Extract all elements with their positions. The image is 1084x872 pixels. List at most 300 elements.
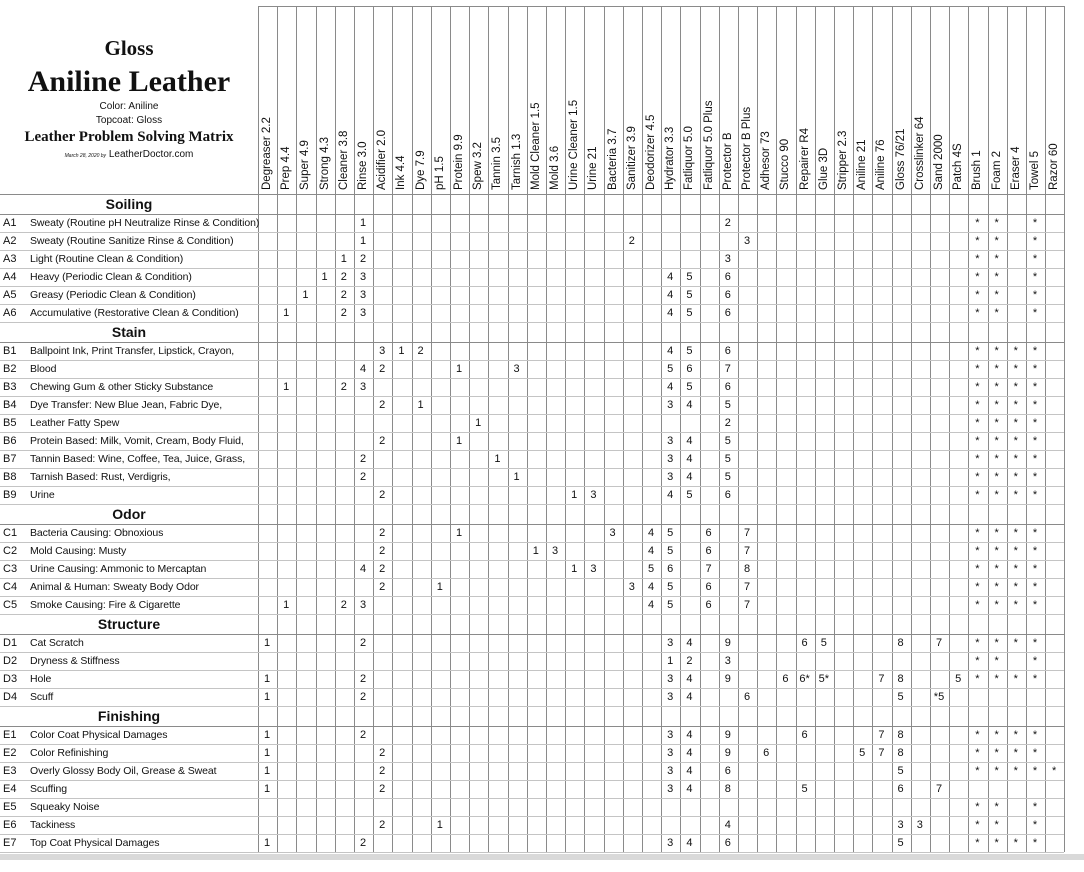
matrix-cell: 8 [897, 673, 904, 685]
section-title: Soiling [105, 196, 153, 212]
matrix-cell: 4 [359, 363, 367, 375]
row-divider [0, 798, 1064, 799]
matrix-cell: * [975, 235, 980, 247]
section-divider [0, 524, 1064, 525]
matrix-cell: 4 [667, 289, 674, 301]
column-header: Urine Cleaner 1.5 [568, 99, 581, 190]
row-label: Color Refinishing [30, 747, 109, 759]
matrix-cell: * [994, 765, 999, 777]
column-header: Towel 5 [1029, 151, 1041, 190]
matrix-cell: 2 [359, 471, 367, 483]
site-link[interactable]: LeatherDoctor.com [108, 149, 194, 160]
row-id: B4 [3, 399, 17, 411]
matrix-cell: * [1013, 489, 1018, 501]
matrix-cell: * [1013, 527, 1018, 539]
matrix-cell: 6 [724, 381, 731, 393]
column-header: Tannin 3.5 [491, 136, 504, 190]
matrix-cell: * [994, 729, 999, 741]
matrix-cell: 1 [571, 563, 578, 575]
matrix-cell: 5 [724, 471, 731, 483]
matrix-cell: 1 [359, 235, 367, 247]
column-header: Tarnish 1.3 [510, 133, 523, 190]
row-label: Sweaty (Routine Sanitize Rinse & Condition) [30, 235, 234, 247]
matrix-cell: * [1032, 345, 1038, 357]
matrix-cell: 5 [667, 581, 674, 593]
matrix-cell: 6 [705, 545, 712, 557]
matrix-cell: * [994, 381, 999, 393]
row-divider [0, 504, 1064, 505]
matrix-cell: * [975, 289, 980, 301]
matrix-cell: * [975, 747, 980, 759]
matrix-cell: * [994, 801, 999, 813]
matrix-cell: 2 [359, 729, 367, 741]
section-divider [0, 726, 1064, 727]
matrix-cell: * [994, 673, 999, 685]
matrix-cell: * [1013, 453, 1018, 465]
row-label: Sweaty (Routine pH Neutralize Rinse & Condition) [30, 217, 260, 229]
matrix-cell: * [1013, 673, 1018, 685]
section-title: Stain [111, 324, 147, 340]
matrix-cell: 6 [724, 489, 731, 501]
matrix-cell: 8 [743, 563, 751, 575]
row-divider [0, 486, 1064, 487]
matrix-cell: 3 [609, 527, 616, 539]
matrix-cell: 2 [359, 673, 367, 685]
matrix-cell: 3 [667, 399, 674, 411]
row-divider [0, 432, 1064, 433]
matrix-cell: 6 [724, 837, 731, 849]
matrix-cell: * [975, 417, 980, 429]
matrix-cell: 2 [340, 271, 347, 283]
row-id: B9 [3, 489, 17, 501]
column-header: Razor 60 [1048, 143, 1061, 190]
matrix-cell: * [975, 801, 980, 813]
matrix-cell: * [1032, 673, 1038, 685]
matrix-cell: 4 [686, 837, 693, 849]
matrix-cell: 1 [302, 289, 309, 301]
matrix-cell: * [975, 655, 980, 667]
matrix-cell: 9 [724, 747, 731, 759]
matrix-cell: * [1013, 381, 1018, 393]
matrix-cell: 4 [686, 691, 693, 703]
row-label: Greasy (Periodic Clean & Condition) [30, 289, 196, 301]
matrix-cell: * [1032, 747, 1038, 759]
matrix-cell: * [994, 489, 999, 501]
matrix-cell: 3 [359, 307, 367, 319]
matrix-cell: 6 [724, 307, 731, 319]
section-title: Odor [112, 506, 146, 522]
row-id: E5 [3, 801, 17, 813]
column-header: Urine 21 [587, 146, 600, 190]
row-divider [0, 250, 1064, 251]
column-header: Degreaser 2.2 [261, 117, 273, 190]
matrix-cell: 5 [897, 691, 904, 703]
matrix-cell: 3 [590, 489, 597, 501]
column-header: Aniline 76 [875, 139, 888, 190]
matrix-cell: 3 [667, 729, 674, 741]
matrix-cell: * [1013, 345, 1018, 357]
matrix-cell: 6 [686, 363, 693, 375]
top-border [258, 6, 1064, 7]
matrix-cell: 4 [686, 471, 693, 483]
matrix-cell: 8 [897, 747, 904, 759]
matrix-cell: 5 [724, 435, 731, 447]
matrix-cell: * [975, 599, 980, 611]
row-label: Tackiness [30, 819, 76, 831]
matrix-cell: * [975, 729, 980, 741]
matrix-cell: * [1013, 471, 1018, 483]
matrix-cell: 5 [686, 489, 693, 501]
finish-title: Gloss [104, 36, 154, 60]
matrix-cell: 1 [494, 453, 501, 465]
matrix-cell: 4 [667, 381, 674, 393]
matrix-cell: 2 [359, 691, 367, 703]
matrix-cell: 1 [513, 471, 520, 483]
matrix-cell: 5 [647, 563, 655, 575]
matrix-cell: * [994, 399, 999, 411]
matrix-cell: 4 [667, 307, 674, 319]
matrix-cell: * [994, 655, 999, 667]
row-id: A5 [3, 289, 17, 301]
matrix-cell: 7 [935, 637, 943, 649]
row-id: B5 [3, 417, 17, 429]
row-id: C1 [3, 527, 18, 539]
matrix-cell: 9 [724, 729, 731, 741]
column-header: Deodorizer 4.5 [645, 114, 657, 190]
matrix-cell: * [975, 637, 980, 649]
row-id: B6 [3, 435, 17, 447]
matrix-cell: 1 [263, 837, 271, 849]
matrix-cell: * [994, 453, 999, 465]
matrix-cell: * [1013, 637, 1018, 649]
matrix-cell: * [1032, 801, 1038, 813]
matrix-cell: 1 [263, 729, 271, 741]
matrix-cell: 7 [935, 783, 943, 795]
matrix-cell: 3 [513, 363, 520, 375]
matrix-cell: 2 [379, 563, 386, 575]
matrix-cell: 2 [340, 289, 347, 301]
matrix-cell: 4 [647, 545, 655, 557]
matrix-cell: 7 [724, 363, 731, 375]
matrix-cell: 6 [801, 729, 808, 741]
matrix-cell: 6 [724, 289, 731, 301]
matrix-cell: 3 [667, 435, 674, 447]
matrix-cell: * [994, 563, 999, 575]
row-label: Tarnish Based: Rust, Verdigris, [30, 471, 171, 483]
matrix-cell: * [1052, 765, 1057, 777]
column-header: Adhesor 73 [760, 131, 773, 190]
matrix-cell: 4 [667, 271, 674, 283]
matrix-cell: 3 [667, 453, 674, 465]
matrix-cell: 1 [263, 765, 271, 777]
row-divider [0, 578, 1064, 579]
matrix-cell: 3 [897, 819, 904, 831]
matrix-cell: 2 [628, 235, 635, 247]
matrix-cell: * [1032, 819, 1038, 831]
matrix-cell: 3 [359, 271, 367, 283]
matrix-cell: * [1032, 837, 1038, 849]
column-header: Glue 3D [817, 147, 830, 190]
matrix-cell: * [1032, 489, 1038, 501]
color-line: Color: Aniline [99, 101, 159, 112]
matrix-cell: 1 [359, 217, 367, 229]
column-header: Gloss 76/21 [894, 128, 907, 190]
matrix-cell: 3 [724, 655, 731, 667]
matrix-cell: 5 [820, 637, 827, 649]
matrix-cell: 5* [818, 673, 829, 685]
date-text: March 28, 2020 by [64, 153, 107, 159]
matrix-cell: 4 [359, 563, 367, 575]
matrix-cell: 5 [801, 783, 808, 795]
matrix-cell: 3 [916, 819, 923, 831]
row-divider [0, 780, 1064, 781]
matrix-cell: * [975, 253, 980, 265]
matrix-cell: 6 [667, 563, 674, 575]
matrix-cell: * [975, 399, 980, 411]
matrix-cell: 8 [897, 637, 904, 649]
row-id: D1 [3, 637, 18, 649]
row-divider [0, 670, 1064, 671]
matrix-cell: 1 [475, 417, 482, 429]
matrix-cell: * [994, 417, 999, 429]
matrix-cell: * [994, 435, 999, 447]
matrix-cell: 3 [379, 345, 386, 357]
credit-line [0, 149, 258, 160]
matrix-cell: 8 [897, 729, 904, 741]
matrix-cell: * [1013, 435, 1018, 447]
matrix-cell: 2 [379, 747, 386, 759]
matrix-cell: 2 [417, 345, 424, 357]
column-header: Patch 4S [952, 143, 965, 190]
matrix-cell: 5 [667, 527, 674, 539]
row-divider [0, 816, 1064, 817]
matrix-cell: 1 [455, 363, 463, 375]
column-divider [1064, 6, 1065, 852]
matrix-cell: 2 [379, 435, 386, 447]
row-label: Color Coat Physical Damages [30, 729, 168, 741]
matrix-cell: 1 [436, 581, 443, 593]
column-header: Repairer R4 [798, 128, 811, 190]
matrix-cell: * [975, 217, 980, 229]
row-divider [0, 542, 1064, 543]
row-id: A6 [3, 307, 17, 319]
matrix-cell: 5 [724, 399, 731, 411]
matrix-cell: * [1013, 581, 1018, 593]
matrix-cell: * [1013, 545, 1018, 557]
matrix-cell: 1 [455, 435, 463, 447]
matrix-cell: 2 [379, 363, 386, 375]
row-label: Animal & Human: Sweaty Body Odor [30, 581, 199, 593]
row-divider [0, 652, 1064, 653]
matrix-subtitle: Leather Problem Solving Matrix [24, 129, 234, 145]
matrix-cell: 4 [686, 783, 693, 795]
matrix-cell: 4 [686, 399, 693, 411]
matrix-cell: 3 [667, 673, 674, 685]
row-divider [0, 304, 1064, 305]
matrix-cell: 5 [667, 545, 674, 557]
matrix-cell: * [994, 747, 999, 759]
row-id: C3 [3, 563, 18, 575]
matrix-cell: 4 [647, 527, 655, 539]
row-id: B8 [3, 471, 17, 483]
row-label: Squeaky Noise [30, 801, 100, 813]
column-header: Stucco 90 [779, 138, 792, 190]
matrix-cell: * [1032, 235, 1038, 247]
row-label: Protein Based: Milk, Vomit, Cream, Body Fluid, [30, 435, 244, 447]
row-divider [0, 268, 1064, 269]
matrix-cell: 3 [667, 637, 674, 649]
leather-type-title: Aniline Leather [27, 65, 231, 98]
matrix-cell: * [975, 381, 980, 393]
row-id: B7 [3, 453, 17, 465]
row-divider [0, 596, 1064, 597]
matrix-cell: 1 [263, 783, 271, 795]
matrix-cell: * [975, 765, 980, 777]
row-label: Leather Fatty Spew [30, 417, 120, 429]
matrix-cell: *5 [933, 691, 945, 703]
row-label: Chewing Gum & other Sticky Substance [30, 381, 214, 393]
topcoat-line: Topcoat: Gloss [95, 115, 163, 126]
matrix-cell: 3 [667, 471, 674, 483]
matrix-cell: 2 [724, 417, 731, 429]
matrix-cell: 3 [667, 691, 674, 703]
row-id: E4 [3, 783, 17, 795]
matrix-cell: 3 [628, 581, 635, 593]
matrix-cell: 2 [686, 655, 693, 667]
column-header: Dye 7.9 [414, 150, 427, 190]
matrix-cell: 1 [263, 673, 271, 685]
matrix-cell: 5 [686, 307, 693, 319]
column-header: Bacteria 3.7 [606, 128, 619, 190]
matrix-cell: * [994, 217, 999, 229]
section-divider [0, 634, 1064, 635]
matrix-cell: * [1032, 637, 1038, 649]
column-header: Aniline 21 [856, 139, 869, 190]
row-label: Urine Causing: Ammonic to Mercaptan [30, 563, 207, 575]
matrix-cell: * [1032, 381, 1038, 393]
matrix-cell: * [975, 435, 980, 447]
matrix-cell: 4 [686, 453, 693, 465]
row-label: Dye Transfer: New Blue Jean, Fabric Dye, [30, 399, 223, 411]
matrix-cell: 3 [359, 381, 367, 393]
matrix-cell: 4 [686, 435, 693, 447]
row-id: E3 [3, 765, 17, 777]
matrix-cell: * [994, 527, 999, 539]
matrix-cell: * [1032, 471, 1038, 483]
matrix-cell: 2 [379, 545, 386, 557]
row-label: Dryness & Stiffness [30, 655, 120, 667]
matrix-cell: * [1013, 765, 1018, 777]
row-id: B3 [3, 381, 17, 393]
matrix-cell: 1 [532, 545, 539, 557]
matrix-cell: 6* [799, 673, 810, 685]
matrix-cell: 1 [321, 271, 328, 283]
matrix-cell: 1 [283, 307, 290, 319]
matrix-cell: * [1032, 307, 1038, 319]
matrix-cell: * [994, 581, 999, 593]
matrix-cell: 6 [743, 691, 751, 703]
matrix-cell: 1 [436, 819, 443, 831]
matrix-cell: * [1032, 453, 1038, 465]
matrix-cell: * [1032, 729, 1038, 741]
matrix-cell: 1 [455, 527, 463, 539]
row-divider [0, 322, 1064, 323]
matrix-cell: * [975, 471, 980, 483]
matrix-cell: 6 [705, 599, 712, 611]
row-label: Heavy (Periodic Clean & Condition) [30, 271, 192, 283]
column-header: Strong 4.3 [318, 136, 331, 190]
matrix-cell: 5 [955, 673, 962, 685]
matrix-cell: 7 [743, 527, 751, 539]
matrix-cell: * [1013, 729, 1018, 741]
matrix-cell: * [994, 599, 999, 611]
column-header: Hydrator 3.3 [664, 126, 677, 190]
matrix-cell: * [1032, 271, 1038, 283]
matrix-cell: * [994, 345, 999, 357]
matrix-cell: * [1032, 527, 1038, 539]
matrix-cell: 1 [283, 381, 290, 393]
column-header: Sand 2000 [933, 134, 945, 190]
column-header: Eraser 4 [1009, 146, 1022, 190]
matrix-cell: 2 [340, 599, 347, 611]
row-label: Scuffing [30, 783, 67, 795]
matrix-cell: 2 [359, 837, 367, 849]
matrix-cell: 5 [686, 271, 693, 283]
row-id: D2 [3, 655, 18, 667]
row-id: A2 [3, 235, 17, 247]
row-divider [0, 834, 1064, 835]
matrix-cell: * [1032, 417, 1038, 429]
matrix-cell: * [994, 471, 999, 483]
column-header: Super 4.9 [299, 140, 312, 190]
row-id: E1 [3, 729, 17, 741]
matrix-cell: 5 [897, 837, 904, 849]
matrix-cell: * [1032, 563, 1038, 575]
matrix-cell: 4 [686, 747, 693, 759]
matrix-cell: * [1032, 765, 1038, 777]
matrix-cell: * [975, 819, 980, 831]
matrix-cell: 1 [417, 399, 424, 411]
row-divider [0, 378, 1064, 379]
matrix-cell: 6 [724, 271, 731, 283]
matrix-cell: 2 [359, 453, 367, 465]
matrix-cell: 2 [359, 637, 367, 649]
matrix-cell: 3 [667, 837, 674, 849]
row-label: Smoke Causing: Fire & Cigarette [30, 599, 181, 611]
row-label: Overly Glossy Body Oil, Grease & Sweat [30, 765, 217, 777]
row-label: Top Coat Physical Damages [30, 837, 160, 849]
column-header: Protein 9.9 [453, 134, 465, 190]
matrix-cell: * [1032, 289, 1038, 301]
row-label: Mold Causing: Musty [30, 545, 127, 557]
row-id: A3 [3, 253, 17, 265]
matrix-cell: * [975, 489, 980, 501]
matrix-cell: * [1032, 253, 1038, 265]
column-header: Foam 2 [990, 151, 1003, 190]
matrix-cell: * [975, 563, 980, 575]
row-divider [0, 706, 1064, 707]
matrix-cell: 1 [263, 747, 271, 759]
matrix-cell: 6 [801, 637, 808, 649]
row-divider [0, 232, 1064, 233]
matrix-cell: 2 [379, 765, 386, 777]
matrix-cell: * [1013, 747, 1018, 759]
matrix-cell: * [975, 545, 980, 557]
column-header: Mold Cleaner 1.5 [529, 102, 542, 190]
matrix-cell: * [994, 289, 999, 301]
matrix-cell: 4 [686, 673, 693, 685]
row-divider [0, 688, 1064, 689]
